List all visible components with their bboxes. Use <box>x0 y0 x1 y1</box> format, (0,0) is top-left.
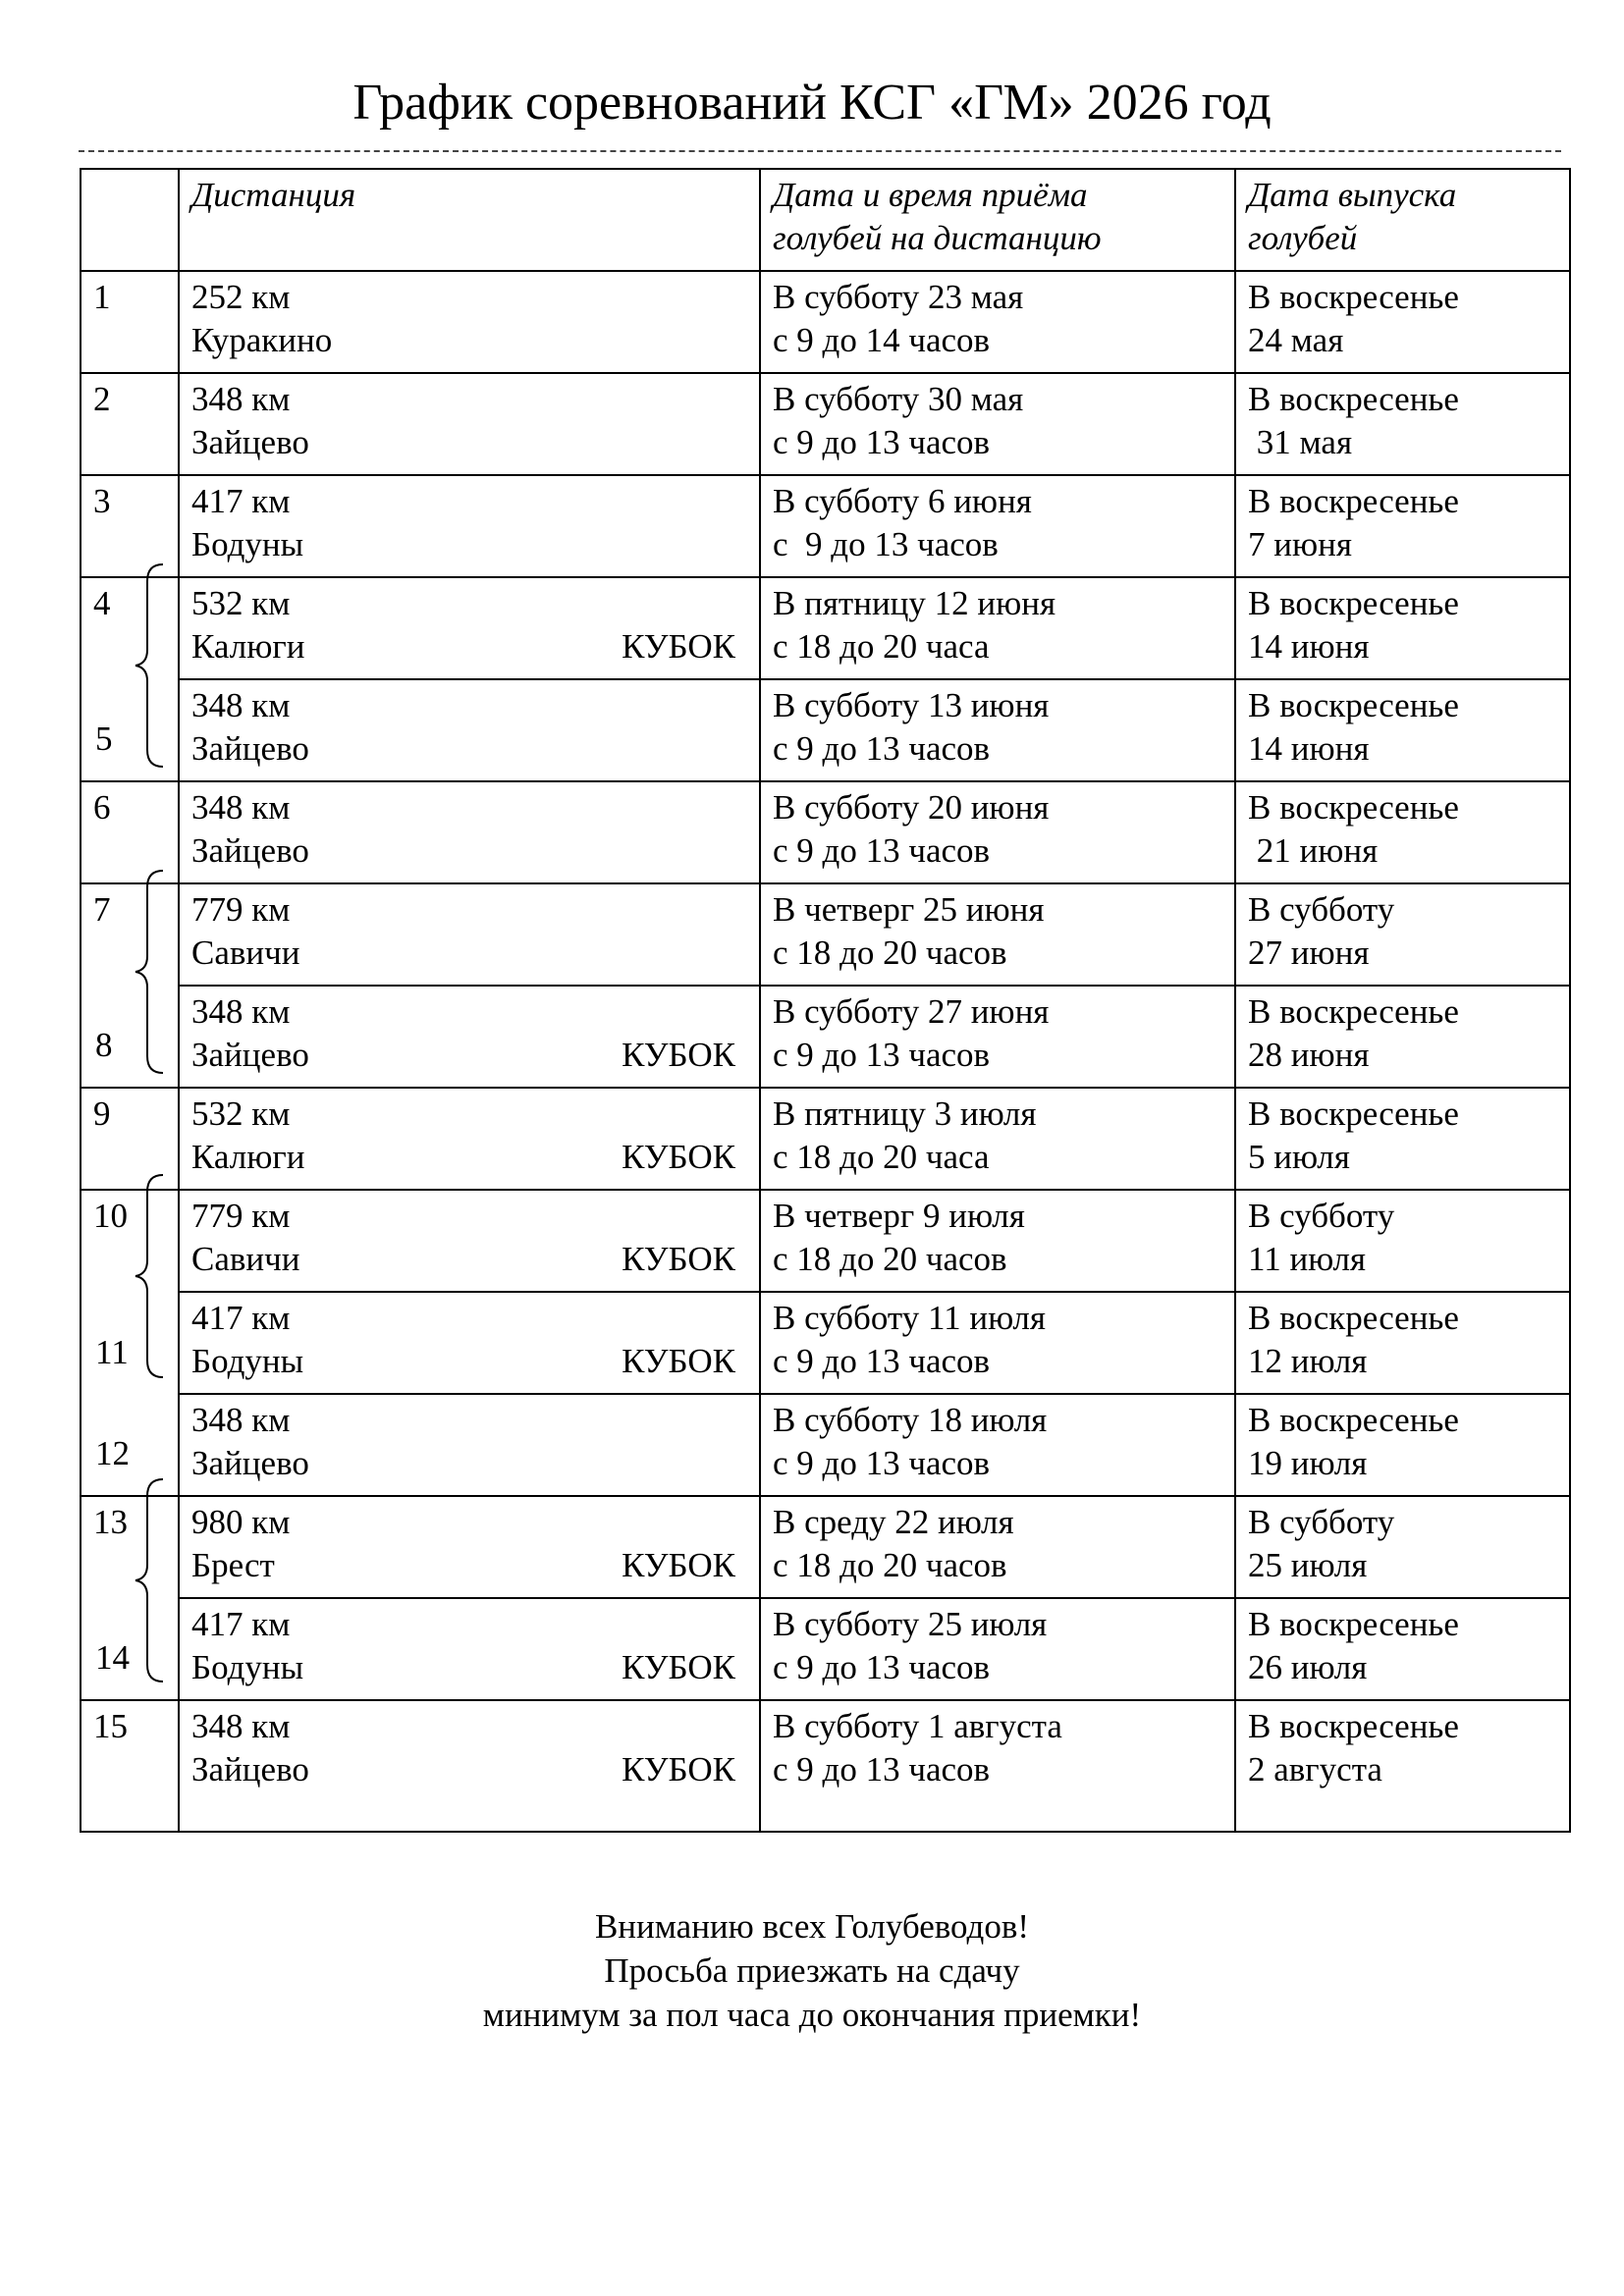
release-day: В воскресенье <box>1248 1095 1459 1133</box>
acceptance-cell <box>760 577 1235 679</box>
acceptance-time: с 9 до 13 часов <box>773 1444 991 1482</box>
release-day: В воскресенье <box>1248 482 1459 520</box>
acceptance-time: с 9 до 13 часов <box>773 1750 991 1789</box>
release-date: 5 июля <box>1248 1138 1350 1176</box>
distance-place: Бодуны <box>191 1648 304 1686</box>
distance-km: 779 км <box>191 890 291 929</box>
cup-label: КУБОК <box>622 1648 735 1686</box>
acceptance-time: с 18 до 20 часа <box>773 627 990 666</box>
distance-cell <box>179 781 760 883</box>
distance-cell <box>179 1292 760 1394</box>
distance-km: 348 км <box>191 788 291 827</box>
distance-cell <box>179 271 760 373</box>
distance-place: Брест <box>191 1546 275 1584</box>
acceptance-time: с 18 до 20 часа <box>773 1138 990 1176</box>
row-number-text: 8 <box>95 1026 113 1064</box>
table-row <box>81 1496 1570 1598</box>
row-number-text: 2 <box>93 380 111 418</box>
header-release <box>1235 169 1570 271</box>
distance-cell <box>179 1598 760 1700</box>
acceptance-time: с 9 до 13 часов <box>773 1036 991 1074</box>
acceptance-date: В пятницу 3 июля <box>773 1095 1037 1133</box>
distance-km: 417 км <box>191 482 291 520</box>
distance-km: 252 км <box>191 278 291 316</box>
acceptance-cell <box>760 986 1235 1088</box>
acceptance-date: В субботу 18 июля <box>773 1401 1048 1439</box>
acceptance-cell <box>760 679 1235 781</box>
header-acceptance <box>760 169 1235 271</box>
distance-cell <box>179 1496 760 1598</box>
release-day: В воскресенье <box>1248 1707 1459 1745</box>
table-row <box>81 475 1570 577</box>
distance-place: Зайцево <box>191 423 309 461</box>
release-cell <box>1235 271 1570 373</box>
row-number-text: 4 <box>93 584 111 622</box>
cup-label: КУБОК <box>622 1240 735 1278</box>
row-number <box>81 1700 179 1832</box>
acceptance-time: с 18 до 20 часов <box>773 1546 1007 1584</box>
release-date: 31 мая <box>1248 423 1353 461</box>
table-row <box>81 1394 1570 1496</box>
release-day: В субботу <box>1248 890 1395 929</box>
acceptance-time: с 9 до 13 часов <box>773 1342 991 1380</box>
table-row <box>81 1088 1570 1190</box>
acceptance-cell <box>760 1292 1235 1394</box>
table-row <box>81 1700 1570 1832</box>
release-day: В воскресенье <box>1248 1401 1459 1439</box>
release-date: 12 июля <box>1248 1342 1368 1380</box>
distance-km: 348 км <box>191 686 291 724</box>
release-date: 7 июня <box>1248 525 1352 563</box>
distance-km: 348 км <box>191 1401 291 1439</box>
row-number-text: 10 <box>93 1197 128 1235</box>
row-number-text: 6 <box>93 788 111 827</box>
distance-cell <box>179 1700 760 1832</box>
acceptance-time: с 9 до 13 часов <box>773 525 999 563</box>
table-row <box>81 986 1570 1088</box>
distance-km: 348 км <box>191 380 291 418</box>
table-header-row <box>81 169 1570 271</box>
acceptance-cell <box>760 883 1235 986</box>
distance-place: Куракино <box>191 321 333 359</box>
group-brace-7-8 <box>132 868 171 1076</box>
notice-line1: Вниманию всех Голубеводов! <box>594 1907 1030 1946</box>
row-number-text: 1 <box>93 278 111 316</box>
cup-label: КУБОК <box>622 1138 735 1176</box>
table-row <box>81 1190 1570 1292</box>
header-num-cell <box>81 169 179 271</box>
acceptance-date: В субботу 6 июня <box>773 482 1032 520</box>
acceptance-date: В четверг 9 июля <box>773 1197 1025 1235</box>
acceptance-cell <box>760 1700 1235 1832</box>
distance-place: Савичи <box>191 1240 300 1278</box>
release-day: В воскресенье <box>1248 788 1459 827</box>
acceptance-date: В четверг 25 июня <box>773 890 1045 929</box>
distance-place: Зайцево <box>191 831 309 870</box>
distance-km: 980 км <box>191 1503 291 1541</box>
group-brace-13-14 <box>132 1476 171 1684</box>
release-day: В воскресенье <box>1248 686 1459 724</box>
table-row <box>81 1598 1570 1700</box>
acceptance-date: В субботу 27 июня <box>773 992 1050 1031</box>
acceptance-date: В пятницу 12 июня <box>773 584 1056 622</box>
table-row <box>81 373 1570 475</box>
release-day: В воскресенье <box>1248 992 1459 1031</box>
distance-place: Зайцево <box>191 1750 309 1789</box>
acceptance-date: В субботу 25 июля <box>773 1605 1048 1643</box>
release-date: 21 июня <box>1248 831 1379 870</box>
distance-place: Зайцево <box>191 1036 309 1074</box>
release-cell <box>1235 986 1570 1088</box>
release-date: 14 июня <box>1248 627 1370 666</box>
release-day: В воскресенье <box>1248 1605 1459 1643</box>
acceptance-cell <box>760 1598 1235 1700</box>
acceptance-time: с 9 до 13 часов <box>773 831 991 870</box>
acceptance-date: В субботу 13 июня <box>773 686 1050 724</box>
release-date: 24 мая <box>1248 321 1344 359</box>
distance-place: Калюги <box>191 1138 305 1176</box>
table-row <box>81 679 1570 781</box>
distance-cell <box>179 475 760 577</box>
table-row <box>81 1292 1570 1394</box>
row-number-text: 3 <box>93 482 111 520</box>
release-date: 11 июля <box>1248 1240 1367 1278</box>
release-day: В субботу <box>1248 1503 1395 1541</box>
distance-cell <box>179 373 760 475</box>
row-number <box>81 271 179 373</box>
notice-line3: минимум за пол часа до окончания приемки! <box>482 1996 1142 2034</box>
acceptance-cell <box>760 1496 1235 1598</box>
release-date: 25 июля <box>1248 1546 1368 1584</box>
release-cell <box>1235 373 1570 475</box>
group-brace-10-11 <box>132 1172 171 1380</box>
cup-label: КУБОК <box>622 627 735 666</box>
distance-km: 779 км <box>191 1197 291 1235</box>
acceptance-cell <box>760 373 1235 475</box>
release-cell <box>1235 1190 1570 1292</box>
distance-km: 417 км <box>191 1605 291 1643</box>
header-acceptance-line2: голубей на дистанцию <box>773 219 1102 257</box>
distance-km: 348 км <box>191 992 291 1031</box>
distance-km: 532 км <box>191 1095 291 1133</box>
header-release-line2: голубей <box>1248 219 1358 257</box>
notice-block <box>0 1904 1624 2037</box>
distance-cell <box>179 1088 760 1190</box>
release-cell <box>1235 577 1570 679</box>
acceptance-date: В субботу 30 мая <box>773 380 1024 418</box>
release-date: 26 июля <box>1248 1648 1368 1686</box>
dashed-separator <box>79 150 1561 152</box>
header-release-line1: Дата выпуска <box>1248 176 1457 214</box>
row-number-text: 13 <box>93 1503 128 1541</box>
release-day: В воскресенье <box>1248 584 1459 622</box>
release-day: В субботу <box>1248 1197 1395 1235</box>
acceptance-date: В субботу 23 мая <box>773 278 1024 316</box>
table-row <box>81 577 1570 679</box>
distance-place: Бодуны <box>191 525 304 563</box>
distance-km: 348 км <box>191 1707 291 1745</box>
row-number <box>81 373 179 475</box>
group-brace-4-5 <box>132 561 171 770</box>
row-number-text: 5 <box>95 720 113 758</box>
page-title: График соревнований КСГ «ГМ» 2026 год <box>352 75 1272 131</box>
release-cell <box>1235 1700 1570 1832</box>
distance-place: Бодуны <box>191 1342 304 1380</box>
notice-line2: Просьба приезжать на сдачу <box>604 1951 1020 1990</box>
distance-place: Савичи <box>191 934 300 972</box>
schedule-table <box>80 168 1571 1833</box>
acceptance-date: В субботу 11 июля <box>773 1299 1046 1337</box>
release-cell <box>1235 475 1570 577</box>
release-cell <box>1235 1598 1570 1700</box>
cup-label: КУБОК <box>622 1750 735 1789</box>
header-acceptance-line1: Дата и время приёма <box>773 176 1088 214</box>
table-row <box>81 271 1570 373</box>
row-number-text: 11 <box>95 1333 129 1371</box>
table-row <box>81 883 1570 986</box>
release-cell <box>1235 679 1570 781</box>
acceptance-cell <box>760 1088 1235 1190</box>
release-cell <box>1235 1394 1570 1496</box>
acceptance-cell <box>760 1190 1235 1292</box>
table-row <box>81 781 1570 883</box>
distance-cell <box>179 883 760 986</box>
cup-label: КУБОК <box>622 1342 735 1380</box>
row-number-text: 7 <box>93 890 111 929</box>
release-cell <box>1235 781 1570 883</box>
row-number-text: 15 <box>93 1707 128 1745</box>
release-day: В воскресенье <box>1248 278 1459 316</box>
cup-label: КУБОК <box>622 1546 735 1584</box>
acceptance-cell <box>760 1394 1235 1496</box>
distance-cell <box>179 679 760 781</box>
distance-cell <box>179 577 760 679</box>
distance-place: Калюги <box>191 627 305 666</box>
distance-place: Зайцево <box>191 729 309 768</box>
acceptance-date: В среду 22 июля <box>773 1503 1014 1541</box>
distance-cell <box>179 1190 760 1292</box>
release-day: В воскресенье <box>1248 1299 1459 1337</box>
release-cell <box>1235 1088 1570 1190</box>
release-date: 2 августа <box>1248 1750 1382 1789</box>
acceptance-time: с 9 до 13 часов <box>773 729 991 768</box>
acceptance-cell <box>760 781 1235 883</box>
release-cell <box>1235 1496 1570 1598</box>
distance-place: Зайцево <box>191 1444 309 1482</box>
distance-cell <box>179 1394 760 1496</box>
row-number-text: 14 <box>95 1638 130 1677</box>
row-number-text: 12 <box>95 1434 130 1472</box>
acceptance-time: с 9 до 13 часов <box>773 1648 991 1686</box>
distance-km: 532 км <box>191 584 291 622</box>
release-date: 14 июня <box>1248 729 1370 768</box>
acceptance-time: с 18 до 20 часов <box>773 934 1007 972</box>
release-cell <box>1235 883 1570 986</box>
acceptance-cell <box>760 271 1235 373</box>
release-date: 27 июня <box>1248 934 1370 972</box>
distance-km: 417 км <box>191 1299 291 1337</box>
distance-cell <box>179 986 760 1088</box>
acceptance-time: с 9 до 13 часов <box>773 423 991 461</box>
cup-label: КУБОК <box>622 1036 735 1074</box>
release-day: В воскресенье <box>1248 380 1459 418</box>
release-date: 28 июня <box>1248 1036 1370 1074</box>
release-cell <box>1235 1292 1570 1394</box>
acceptance-date: В субботу 1 августа <box>773 1707 1062 1745</box>
acceptance-time: с 9 до 14 часов <box>773 321 991 359</box>
release-date: 19 июля <box>1248 1444 1368 1482</box>
acceptance-time: с 18 до 20 часов <box>773 1240 1007 1278</box>
row-number-text: 9 <box>93 1095 111 1133</box>
acceptance-date: В субботу 20 июня <box>773 788 1050 827</box>
header-distance <box>179 169 760 271</box>
acceptance-cell <box>760 475 1235 577</box>
header-distance-label: Дистанция <box>191 176 356 214</box>
